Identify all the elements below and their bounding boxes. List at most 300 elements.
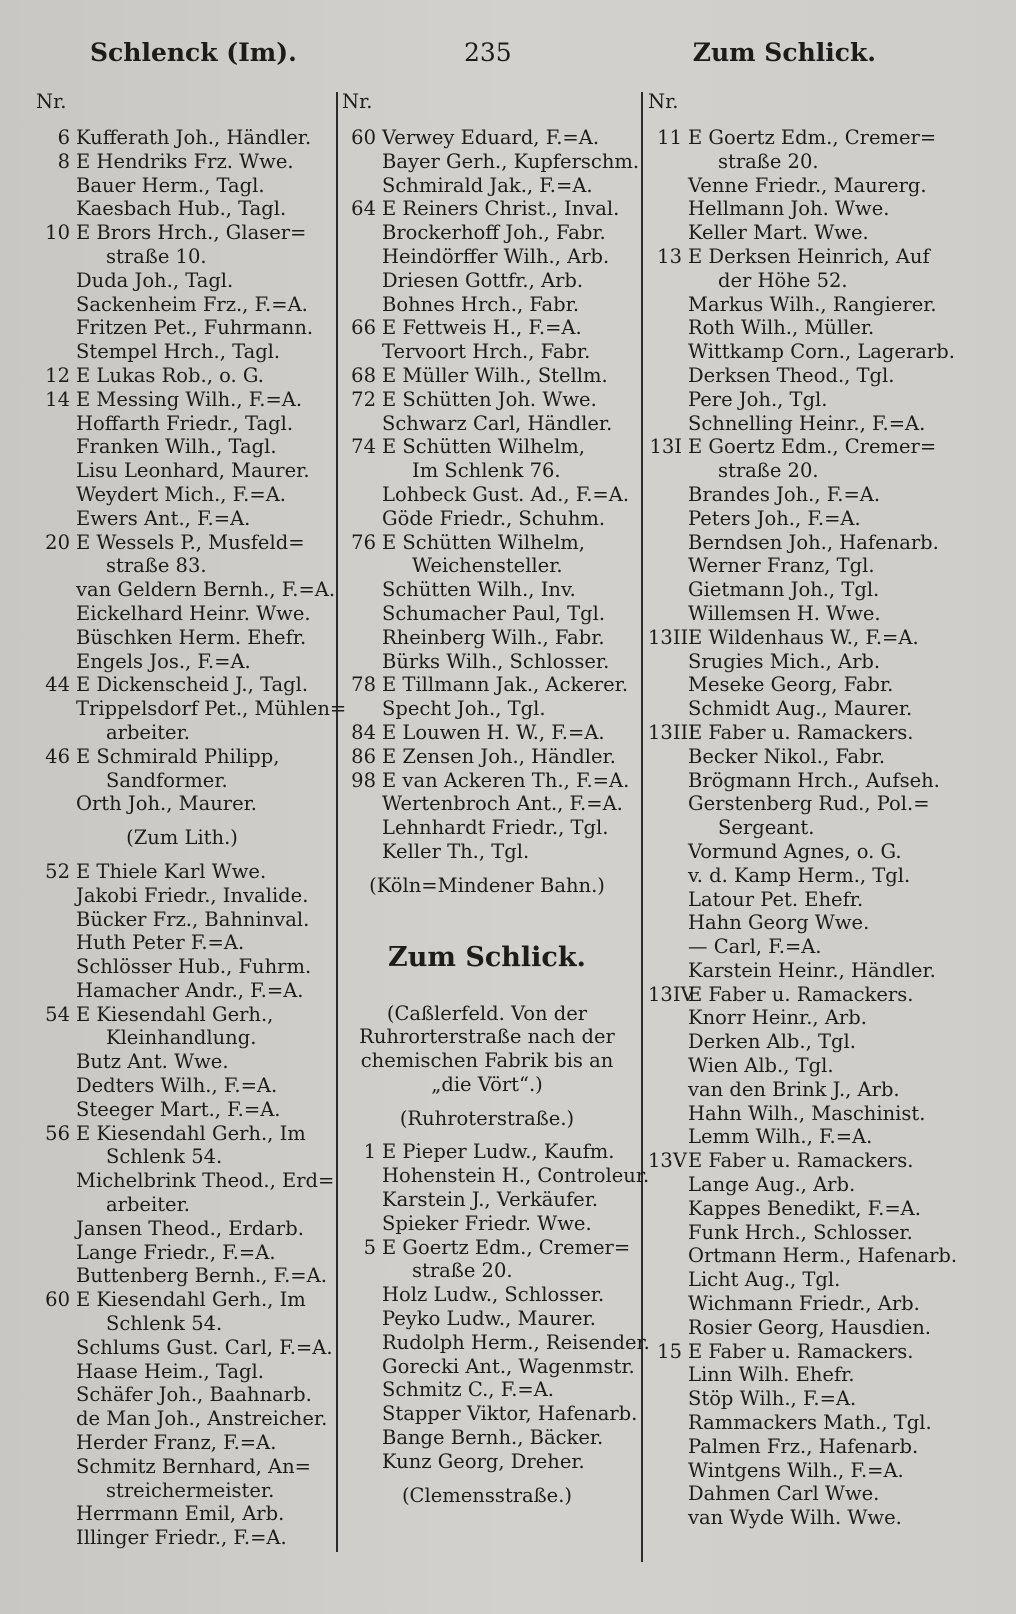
directory-entry (342, 197, 632, 221)
entry-text: arbeiter. (106, 720, 190, 744)
directory-entry (342, 316, 632, 340)
directory-entry (648, 554, 948, 578)
house-number: 86 (351, 744, 376, 768)
house-number: 44 (45, 673, 70, 697)
directory-entry (36, 792, 328, 816)
house-number: 98 (351, 768, 376, 792)
entry-text: Derken Alb., Tgl. (688, 1030, 856, 1054)
directory-entry (36, 1074, 328, 1098)
directory-entry (342, 1283, 632, 1307)
entry-text: E Wessels P., Musfeld= (76, 530, 305, 554)
house-number: 13III (648, 720, 696, 744)
directory-entry (36, 435, 328, 459)
entry-text: E Hendriks Frz. Wwe. (76, 149, 294, 173)
entry-text: Brandes Joh., F.=A. (688, 482, 881, 506)
directory-entry (342, 792, 632, 816)
street-title: Zum Schlick. (388, 941, 586, 973)
entry-text: Peters Joh., F.=A. (688, 506, 861, 530)
entry-text: Duda Joh., Tagl. (76, 268, 234, 292)
entry-list (342, 126, 640, 864)
entry-text: Sackenheim Frz., F.=A. (76, 292, 308, 316)
header-left-street: Schlenck (Im). (90, 38, 297, 67)
entry-text: Markus Wilh., Rangierer. (688, 292, 937, 316)
directory-entry (648, 459, 948, 483)
directory-entry (36, 1264, 328, 1288)
column-divider-1 (336, 92, 338, 1552)
directory-entry (36, 931, 328, 955)
house-number: 12 (45, 363, 70, 387)
entry-text: straße 20. (718, 149, 819, 173)
house-number: 20 (45, 530, 70, 554)
directory-entry (648, 388, 948, 412)
directory-entry (342, 149, 640, 174)
directory-entry (648, 1268, 948, 1292)
entry-text: Wichmann Friedr., Arb. (688, 1292, 920, 1316)
directory-entry (648, 1387, 948, 1411)
entry-text: E Faber u. Ramackers. (688, 720, 914, 744)
entry-text: Bayer Gerh., Kupferschm. (382, 149, 640, 173)
entry-text: Büschken Herm. Ehefr. (76, 625, 307, 649)
house-number: 10 (45, 221, 70, 245)
entry-text: Gerstenberg Rud., Pol.= (688, 792, 930, 816)
directory-entry (648, 816, 948, 840)
directory-entry (648, 269, 948, 293)
entry-text: Peyko Ludw., Maurer. (382, 1307, 596, 1331)
directory-entry (648, 1363, 948, 1387)
house-number: 56 (45, 1121, 70, 1145)
entry-text: Kaesbach Hub., Tagl. (76, 197, 287, 221)
directory-entry (648, 769, 948, 793)
directory-entry (342, 673, 632, 697)
directory-entry (342, 388, 632, 412)
entry-text: E Fettweis H., F.=A. (382, 316, 582, 340)
entry-text: Wertenbroch Ant., F.=A. (382, 792, 623, 816)
column-3 (648, 90, 958, 1530)
directory-entry (342, 293, 632, 317)
entry-text: Karstein Heinr., Händler. (688, 958, 936, 982)
directory-entry (648, 1078, 948, 1102)
entry-text: E Müller Wilh., Stellm. (382, 363, 608, 387)
directory-entry (648, 1411, 948, 1435)
directory-entry (36, 221, 328, 245)
entry-text: Engels Jos., F.=A. (76, 649, 251, 673)
directory-entry (648, 245, 948, 269)
directory-entry (342, 1402, 638, 1426)
directory-entry (36, 364, 328, 388)
entry-text: Herrmann Emil, Arb. (76, 1502, 285, 1526)
entry-text: Hahn Wilh., Maschinist. (688, 1101, 926, 1125)
directory-entry (36, 1383, 328, 1407)
directory-entry (648, 1197, 948, 1221)
house-number: 76 (351, 530, 376, 554)
nr-label: Nr. (36, 90, 67, 113)
directory-entry (342, 412, 632, 436)
directory-entry (36, 650, 328, 674)
directory-entry (648, 1149, 948, 1173)
entry-text: Haase Heim., Tagl. (76, 1359, 264, 1383)
entry-text: van Geldern Bernh., F.=A. (76, 578, 336, 602)
directory-entry (36, 1407, 328, 1431)
directory-entry (36, 721, 328, 745)
entry-text: Im Schlenk 76. (412, 459, 561, 483)
entry-list (342, 1140, 650, 1473)
directory-entry (342, 364, 632, 388)
entry-text: Huth Peter F.=A. (76, 931, 245, 955)
entry-text: E Kiesendahl Gerh., Im (76, 1121, 306, 1145)
entry-text: E Faber u. Ramackers. (688, 982, 914, 1006)
entry-text: Stempel Hrch., Tagl. (76, 340, 281, 364)
directory-entry (36, 884, 328, 908)
entry-text: van den Brink J., Arb. (688, 1077, 900, 1101)
entry-text: van Wyde Wilh. Wwe. (688, 1506, 902, 1530)
entry-text: Kappes Benedikt, F.=A. (688, 1196, 921, 1220)
house-number: 1 (363, 1140, 376, 1164)
directory-entry (342, 1212, 632, 1236)
entry-text: Dahmen Carl Wwe. (688, 1482, 880, 1506)
entry-text: Ewers Ant., F.=A. (76, 506, 251, 530)
entry-text: arbeiter. (106, 1193, 190, 1217)
directory-entry (342, 269, 632, 293)
entry-text: Latour Pet. Ehefr. (688, 887, 864, 911)
directory-entry (342, 1330, 650, 1355)
directory-entry (36, 1122, 328, 1146)
directory-entry (648, 745, 948, 769)
entry-text: Becker Nikol., Fabr. (688, 744, 886, 768)
directory-entry (36, 626, 328, 650)
entry-text: Gorecki Ant., Wagenmstr. (382, 1354, 635, 1378)
directory-entry (36, 1431, 328, 1455)
entry-text: E Faber u. Ramackers. (688, 1339, 914, 1363)
directory-entry (648, 578, 948, 602)
house-number: 54 (45, 1002, 70, 1026)
directory-entry (648, 507, 948, 531)
entry-text: Driesen Gottfr., Arb. (382, 268, 584, 292)
directory-entry (342, 769, 632, 793)
entry-text: E Zensen Joh., Händler. (382, 744, 616, 768)
entry-text: Berndsen Joh., Hafenarb. (688, 530, 939, 554)
house-number: 5 (363, 1235, 376, 1259)
directory-entry (342, 221, 632, 245)
directory-entry (36, 955, 328, 979)
directory-entry (342, 697, 632, 721)
directory-entry (648, 673, 948, 697)
directory-entry (36, 554, 328, 578)
entry-text: Dedters Wilh., F.=A. (76, 1074, 278, 1098)
entry-text: E Faber u. Ramackers. (688, 1149, 914, 1173)
directory-entry (342, 1426, 632, 1450)
entry-text: straße 20. (718, 459, 819, 483)
entry-text: Trippelsdorf Pet., Mühlen= (76, 697, 347, 721)
entry-text: Lange Friedr., F.=A. (76, 1240, 276, 1264)
directory-entry (648, 1482, 948, 1506)
directory-entry (36, 1145, 328, 1169)
entry-text: E Schmirald Philipp, (76, 744, 280, 768)
directory-entry (36, 697, 347, 721)
entry-text: E Schütten Wilhelm, (382, 530, 585, 554)
header-right-street: Zum Schlick. (692, 38, 876, 67)
house-number: 13V (648, 1149, 687, 1173)
entry-text: Funk Hrch., Schlosser. (688, 1220, 913, 1244)
house-number: 8 (57, 149, 70, 173)
entry-text: E Goertz Edm., Cremer= (688, 126, 937, 149)
directory-entry (342, 507, 632, 531)
page-header (0, 30, 1016, 70)
entry-text: Butz Ant. Wwe. (76, 1050, 229, 1074)
directory-entry (36, 979, 328, 1003)
entry-text: Schlums Gust. Carl, F.=A. (76, 1335, 333, 1359)
directory-entry (36, 673, 328, 697)
entry-text: Roth Wilh., Müller. (688, 316, 875, 340)
directory-entry (36, 860, 328, 884)
directory-entry (648, 150, 948, 174)
column-2 (342, 90, 650, 1507)
house-number: 66 (351, 316, 376, 340)
directory-entry (36, 507, 328, 531)
entry-text: Rammackers Math., Tgl. (688, 1411, 932, 1435)
directory-entry (36, 1217, 328, 1241)
directory-entry (648, 1173, 948, 1197)
entry-text: Schmitz Bernhard, An= (76, 1454, 311, 1478)
directory-entry (36, 908, 328, 932)
directory-entry (648, 1125, 948, 1149)
directory-entry (648, 364, 948, 388)
directory-entry (36, 745, 328, 769)
description-line: „die Vört“.) (431, 1072, 543, 1096)
directory-entry (342, 1259, 632, 1283)
section-heading: (Ruhroterstraße.) (399, 1106, 575, 1130)
entry-text: Schmirald Jak., F.=A. (382, 173, 593, 197)
house-number: 84 (351, 720, 376, 744)
entry-text: E Louwen H. W., F.=A. (382, 720, 605, 744)
entry-text: v. d. Kamp Herm., Tgl. (688, 863, 911, 887)
directory-entry (648, 626, 948, 650)
directory-entry (342, 602, 632, 626)
directory-entry (36, 1098, 328, 1122)
entry-text: Lange Aug., Arb. (688, 1173, 856, 1197)
directory-entry (648, 935, 948, 959)
house-number: 68 (351, 363, 376, 387)
directory-entry (648, 1340, 948, 1364)
directory-entry (648, 1030, 948, 1054)
directory-entry (648, 888, 948, 912)
directory-entry (342, 245, 632, 269)
entry-text: E Goertz Edm., Cremer= (688, 435, 937, 459)
description-line: chemischen Fabrik bis an (360, 1049, 614, 1073)
entry-text: Wittkamp Corn., Lagerarb. (688, 340, 955, 364)
entry-text: straße 83. (106, 554, 207, 578)
directory-entry (342, 578, 632, 602)
section-heading: (Clemensstraße.) (401, 1483, 573, 1507)
directory-entry (648, 1054, 948, 1078)
entry-text: E Kiesendahl Gerh., (76, 1002, 274, 1026)
entry-text: Keller Mart. Wwe. (688, 221, 869, 245)
entry-text: Kufferath Joh., Händler. (76, 126, 312, 149)
section-heading: (Zum Lith.) (126, 826, 238, 850)
directory-entry (648, 1506, 948, 1530)
directory-entry (36, 602, 328, 626)
house-number: 52 (45, 859, 70, 883)
entry-text: E Messing Wilh., F.=A. (76, 387, 303, 411)
entry-text: Bauer Herm., Tagl. (76, 173, 265, 197)
entry-text: Franken Wilh., Tagl. (76, 435, 277, 459)
directory-entry (342, 435, 632, 459)
directory-entry (36, 1526, 328, 1550)
entry-text: Derksen Theod., Tgl. (688, 363, 895, 387)
entry-text: E Schütten Wilhelm, (382, 435, 585, 459)
house-number: 60 (45, 1288, 70, 1312)
directory-entry (36, 1193, 328, 1217)
directory-entry (36, 126, 328, 150)
entry-text: straße 10. (106, 244, 207, 268)
house-number: 13IV (648, 982, 695, 1006)
entry-text: E Schütten Joh. Wwe. (382, 387, 597, 411)
entry-text: Wintgens Wilh., F.=A. (688, 1458, 904, 1482)
directory-entry (342, 721, 632, 745)
house-number: 15 (657, 1339, 682, 1363)
directory-entry (648, 1316, 948, 1340)
directory-entry (36, 412, 328, 436)
directory-entry (648, 293, 948, 317)
entry-text: Sandformer. (106, 768, 228, 792)
entry-text: E Wildenhaus W., F.=A. (688, 625, 919, 649)
entry-text: Bücker Frz., Bahninval. (76, 907, 310, 931)
directory-entry (342, 1378, 632, 1402)
section-heading: (Köln=Mindener Bahn.) (369, 873, 605, 897)
entry-text: Palmen Frz., Hafenarb. (688, 1434, 919, 1458)
entry-text: Lohbeck Gust. Ad., F.=A. (382, 482, 630, 506)
directory-entry (36, 578, 336, 602)
entry-text: Spieker Friedr. Wwe. (382, 1211, 592, 1235)
directory-entry (648, 1221, 948, 1245)
entry-text: Licht Aug., Tgl. (688, 1268, 841, 1292)
entry-text: Stöp Wilh., F.=A. (688, 1387, 857, 1411)
entry-text: Gietmann Joh., Tgl. (688, 578, 880, 602)
directory-entry (648, 126, 948, 150)
entry-text: Schlenk 54. (106, 1145, 223, 1169)
directory-entry (36, 531, 328, 555)
house-number: 13 (657, 244, 682, 268)
entry-text: Hahn Georg Wwe. (688, 911, 870, 935)
directory-entry (648, 483, 948, 507)
entry-text: Pere Joh., Tgl. (688, 387, 828, 411)
entry-text: Buttenberg Bernh., F.=A. (76, 1264, 327, 1288)
house-number: 13I (649, 435, 682, 459)
entry-text: Schnelling Heinr., F.=A. (688, 411, 926, 435)
entry-text: Kunz Georg, Dreher. (382, 1449, 585, 1473)
entry-text: E Lukas Rob., o. G. (76, 363, 264, 387)
house-number: 11 (657, 126, 682, 149)
directory-entry (648, 174, 948, 198)
entry-text: Schwarz Carl, Händler. (382, 411, 613, 435)
entry-text: Rosier Georg, Hausdien. (688, 1315, 931, 1339)
entry-text: Lisu Leonhard, Maurer. (76, 459, 310, 483)
entry-text: Lemm Wilh., F.=A. (688, 1125, 873, 1149)
entry-text: Schütten Wilh., Inv. (382, 578, 576, 602)
directory-entry (342, 626, 632, 650)
entry-text: Weydert Mich., F.=A. (76, 482, 286, 506)
directory-entry (648, 1292, 948, 1316)
entry-text: Rudolph Herm., Reisender. (382, 1330, 650, 1354)
entry-text: E Tillmann Jak., Ackerer. (382, 673, 629, 697)
directory-entry (648, 792, 948, 816)
entry-text: Venne Friedr., Maurerg. (688, 173, 927, 197)
house-number: 72 (351, 387, 376, 411)
entry-list (648, 126, 958, 1530)
directory-entry (36, 1360, 328, 1384)
entry-text: Schmitz C., F.=A. (382, 1378, 555, 1402)
directory-entry (36, 388, 328, 412)
directory-entry (36, 269, 328, 293)
directory-entry (648, 959, 948, 983)
directory-entry (36, 459, 328, 483)
directory-entry (342, 1307, 632, 1331)
house-number: 74 (351, 435, 376, 459)
directory-entry (648, 1435, 948, 1459)
entry-text: Hellmann Joh. Wwe. (688, 197, 890, 221)
directory-entry (342, 650, 632, 674)
entry-text: Jansen Theod., Erdarb. (76, 1216, 304, 1240)
entry-text: Weichensteller. (412, 554, 563, 578)
house-number: 14 (45, 387, 70, 411)
directory-entry (36, 769, 328, 793)
directory-entry (36, 293, 328, 317)
entry-text: Srugies Mich., Arb. (688, 649, 881, 673)
directory-entry (36, 1003, 328, 1027)
entry-list (36, 859, 335, 1550)
directory-entry (342, 1164, 650, 1188)
entry-text: E Pieper Ludw., Kaufm. (382, 1140, 615, 1164)
directory-entry (648, 911, 948, 935)
house-number: 46 (45, 744, 70, 768)
directory-entry (648, 412, 948, 436)
directory-entry (648, 650, 948, 674)
directory-entry (648, 435, 948, 459)
directory-entry (342, 1450, 632, 1474)
directory-entry (36, 483, 328, 507)
directory-entry (36, 1312, 328, 1336)
entry-text: E Dickenscheid J., Tagl. (76, 673, 309, 697)
entry-text: E Thiele Karl Wwe. (76, 859, 267, 883)
directory-entry (648, 197, 948, 221)
house-number: 13II (648, 625, 689, 649)
entry-text: Jakobi Friedr., Invalide. (76, 883, 309, 907)
directory-entry (36, 150, 328, 174)
directory-entry (36, 245, 328, 269)
directory-entry (648, 602, 948, 626)
entry-text: Kleinhandlung. (106, 1026, 257, 1050)
directory-entry (342, 126, 632, 150)
entry-text: Herder Franz, F.=A. (76, 1431, 277, 1455)
entry-text: Wien Alb., Tgl. (688, 1054, 834, 1078)
entry-text: E van Ackeren Th., F.=A. (382, 768, 630, 792)
entry-text: Specht Joh., Tgl. (382, 697, 546, 721)
directory-entry (342, 1354, 635, 1379)
directory-entry (648, 721, 948, 745)
nr-label: Nr. (342, 90, 373, 113)
description-line: (Caßlerfeld. Von der (386, 1001, 588, 1025)
directory-entry (648, 864, 948, 888)
directory-entry (36, 1288, 328, 1312)
entry-text: Tervoort Hrch., Fabr. (382, 340, 591, 364)
entry-text: Göde Friedr., Schuhm. (382, 506, 606, 530)
entry-text: Schlenk 54. (106, 1312, 223, 1336)
entry-text: Schäfer Joh., Baahnarb. (76, 1383, 312, 1407)
entry-text: Rheinberg Wilh., Fabr. (382, 625, 605, 649)
entry-text: Keller Th., Tgl. (382, 839, 530, 863)
entry-text: Bange Bernh., Bäcker. (382, 1426, 604, 1450)
directory-entry (648, 531, 948, 555)
entry-text: E Derksen Heinrich, Auf (688, 244, 930, 268)
